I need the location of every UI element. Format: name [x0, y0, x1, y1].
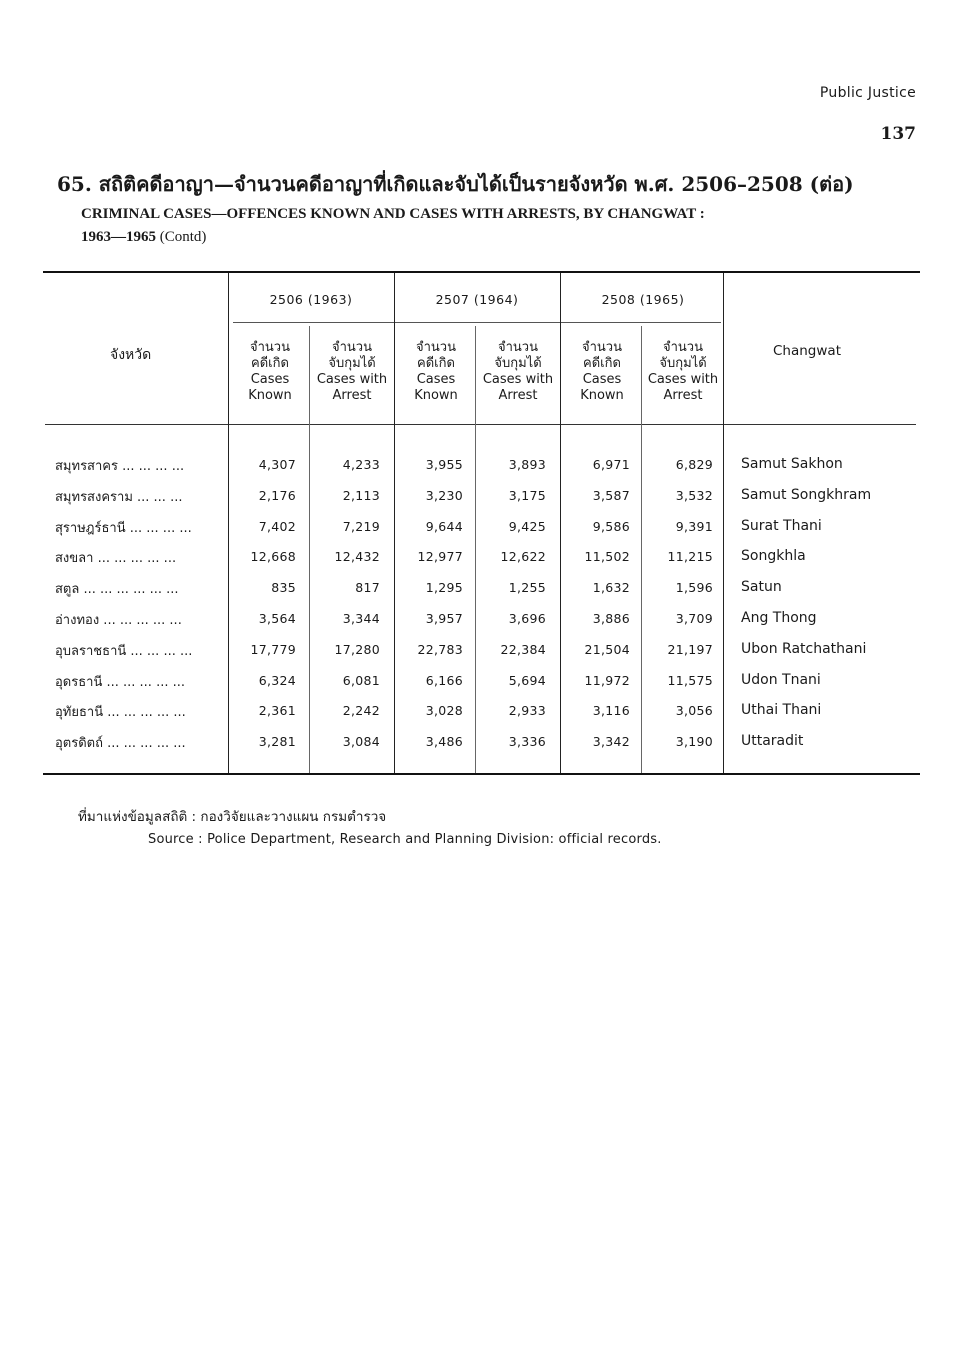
table-cell: 3,342: [592, 734, 630, 750]
table-row: [0, 732, 966, 763]
table-cell: 2,242: [342, 703, 380, 719]
title-years: 1963—1965: [81, 229, 156, 245]
table-cell: 17,280: [334, 641, 380, 657]
table-cell: 6,081: [342, 672, 380, 688]
table-cell: 11,972: [584, 672, 630, 688]
table-cell: 3,886: [592, 611, 630, 626]
table-cell: 6,829: [675, 457, 713, 472]
table-cell: 3,281: [258, 734, 296, 750]
year-underline: [233, 322, 721, 323]
table-cell: 7,402: [258, 518, 296, 534]
table-cell: 1,632: [592, 580, 630, 596]
table-cell: 3,344: [342, 611, 380, 626]
table-row: [0, 701, 966, 732]
changwat-name: Uthai Thani: [741, 702, 822, 719]
province-name-thai: สมุทรสงคราม ... ... ...: [55, 489, 183, 505]
table-cell: 12,432: [334, 549, 380, 565]
cases-arrest-header: จำนวน จับกุมได้ Cases with Arrest: [482, 340, 554, 403]
table-cell: 17,779: [250, 641, 296, 657]
changwat-header: Changwat: [773, 343, 841, 359]
changwat-name: Surat Thani: [741, 517, 822, 534]
table-cell: 6,166: [425, 672, 463, 688]
province-name-thai: สุราษฎร์ธานี ... ... ... ...: [55, 520, 192, 536]
table-cell: 11,215: [667, 549, 713, 565]
changwat-name: Samut Sakhon: [741, 456, 843, 472]
table-cell: 3,056: [675, 703, 713, 719]
table-cell: 3,084: [342, 734, 380, 750]
table-cell: 9,425: [508, 518, 546, 534]
table-cell: 12,622: [500, 549, 546, 565]
source-english: Source : Police Department, Research and Planning Division: official records.: [148, 832, 662, 847]
table-row: [0, 578, 966, 609]
table-cell: 12,977: [417, 549, 463, 565]
table-cell: 3,532: [675, 487, 713, 503]
table-cell: 3,696: [508, 611, 546, 626]
table-cell: 11,575: [667, 672, 713, 688]
province-name-thai: อ่างทอง ... ... ... ... ...: [55, 613, 182, 628]
table-cell: 21,504: [584, 641, 630, 657]
table-cell: 3,564: [258, 611, 296, 626]
table-cell: 6,971: [592, 457, 630, 472]
table-cell: 1,255: [508, 580, 546, 596]
province-name-thai: สตูล ... ... ... ... ... ...: [55, 582, 179, 598]
table-cell: 817: [355, 580, 380, 596]
table-cell: 4,307: [258, 457, 296, 472]
province-name-thai: สงขลา ... ... ... ... ...: [55, 551, 177, 567]
table-cell: 3,955: [425, 457, 463, 472]
table-cell: 3,116: [592, 703, 630, 719]
table-cell: 9,586: [592, 518, 630, 534]
table-top-rule: [43, 271, 920, 273]
table-cell: 2,113: [342, 487, 380, 503]
table-cell: 3,893: [508, 457, 546, 472]
province-header: จังหวัด: [110, 347, 152, 363]
province-name-thai: อุทัยธานี ... ... ... ... ...: [55, 705, 186, 721]
cases-arrest-header: จำนวน จับกุมได้ Cases with Arrest: [316, 340, 388, 403]
table-cell: 5,694: [508, 672, 546, 688]
table-cell: 4,233: [342, 457, 380, 472]
table-cell: 3,587: [592, 487, 630, 503]
table-cell: 2,176: [258, 487, 296, 503]
table-cell: 835: [271, 580, 296, 596]
province-name-thai: อุดรธานี ... ... ... ... ...: [55, 674, 185, 690]
cases-known-header: จำนวน คดีเกิด Cases Known: [248, 340, 292, 403]
table-cell: 3,336: [508, 734, 546, 750]
page-number: 137: [880, 124, 916, 144]
table-row: [0, 609, 966, 640]
changwat-name: Udon Tnani: [741, 671, 821, 688]
changwat-name: Satun: [741, 579, 782, 596]
province-name-thai: อุตรดิตถ์ ... ... ... ... ...: [55, 736, 186, 752]
province-name-thai: สมุทรสาคร ... ... ... ...: [55, 459, 185, 474]
table-cell: 2,361: [258, 703, 296, 719]
table-cell: 1,596: [675, 580, 713, 596]
table-row: [0, 455, 966, 486]
table-cell: 6,324: [258, 672, 296, 688]
table-row: [0, 486, 966, 517]
table-cell: 9,391: [675, 518, 713, 534]
table-cell: 3,957: [425, 611, 463, 626]
table-cell: 21,197: [667, 641, 713, 657]
table-cell: 3,028: [425, 703, 463, 719]
year-header-1964: 2507 (1964): [435, 292, 519, 307]
table-cell: 2,933: [508, 703, 546, 719]
table-title-english: CRIMINAL CASES—OFFENCES KNOWN AND CASES WITH ARRESTS, BY CHANGWAT :: [81, 206, 705, 222]
table-cell: 12,668: [250, 549, 296, 565]
table-row: [0, 671, 966, 702]
table-cell: 3,230: [425, 487, 463, 503]
changwat-name: Uttaradit: [741, 733, 804, 750]
year-header-1965: 2508 (1965): [601, 292, 685, 307]
table-cell: 3,175: [508, 487, 546, 503]
changwat-name: Ang Thong: [741, 610, 817, 626]
section-title: Public Justice: [819, 85, 916, 101]
table-title-english-years: [81, 229, 206, 246]
cases-arrest-header: จำนวน จับกุมได้ Cases with Arrest: [647, 340, 719, 403]
cases-known-header: จำนวน คดีเกิด Cases Known: [414, 340, 458, 403]
table-cell: 3,190: [675, 734, 713, 750]
changwat-name: Ubon Ratchathani: [741, 640, 867, 657]
province-name-thai: อุบลราชธานี ... ... ... ...: [55, 643, 193, 659]
table-title-thai: 65. สถิติคดีอาญา—จำนวนคดีอาญาที่เกิดและจับได้เป็นรายจังหวัด พ.ศ. 2506–2508 (ต่อ): [57, 172, 854, 196]
table-cell: 9,644: [425, 518, 463, 534]
table-row: [0, 547, 966, 578]
table-bottom-rule: [43, 773, 920, 775]
table-cell: 1,295: [425, 580, 463, 596]
table-cell: 3,486: [425, 734, 463, 750]
table-cell: 22,783: [417, 641, 463, 657]
source-thai: ที่มาแห่งข้อมูลสถิติ : กองวิจัยและวางแผน กรมตำรวจ: [78, 809, 387, 825]
changwat-name: Samut Songkhram: [741, 486, 872, 503]
table-row: [0, 517, 966, 548]
table-cell: 3,709: [675, 611, 713, 626]
header-bottom-rule: [45, 424, 916, 425]
table-cell: 11,502: [584, 549, 630, 565]
table-cell: 22,384: [500, 641, 546, 657]
table-cell: 7,219: [342, 518, 380, 534]
table-row: [0, 640, 966, 671]
cases-known-header: จำนวน คดีเกิด Cases Known: [580, 340, 624, 403]
changwat-name: Songkhla: [741, 548, 806, 565]
year-header-1963: 2506 (1963): [269, 292, 353, 307]
title-contd: (Contd): [159, 229, 207, 245]
